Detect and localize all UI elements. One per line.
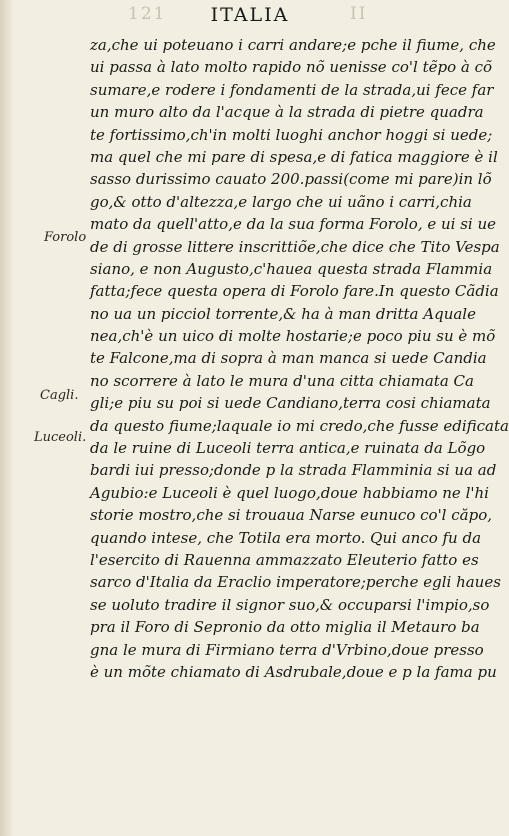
text-line: gna le mura di Firmiano terra d'Vrbino,doue presso xyxy=(90,640,484,659)
running-header xyxy=(0,4,500,26)
text-line: gli;e piu su poi si uede Candiano,terra cosi chiamata xyxy=(90,394,491,413)
text-line: sasso durissimo cauato 200.passi(come mi pare)in lõ xyxy=(90,170,492,189)
text-line: ma quel che mi pare di spesa,e di fatica maggiore è il xyxy=(90,147,498,166)
text-line: za,che ui poteuano i carri andare;e pche il fiume, che xyxy=(90,36,496,54)
text-line: è un mõte chiamato di Asdrubale,doue e p la fama pu xyxy=(90,662,497,681)
text-line: de di grosse littere inscrittiõe,che dice che Tito Vespa xyxy=(90,237,500,256)
text-line: fatta;fece questa opera di Forolo fare.In questo Cãdia xyxy=(90,282,499,301)
bleed-through-page-number: 121 xyxy=(128,4,167,24)
text-line: pra il Foro di Sepronio da otto miglia il Metauro ba xyxy=(90,618,480,637)
text-line: Agubio:e Luceoli è quel luogo,doue habbiamo ne l'hi xyxy=(90,483,489,502)
text-line: go,& otto d'altezza,e largo che ui uãno i carri,chia xyxy=(90,192,472,211)
text-line: mato da quell'atto,e da la sua forma Forolo, e ui si ue xyxy=(90,215,497,234)
text-line: te Falcone,ma di sopra à man manca si uede Candia xyxy=(90,349,487,368)
text-line: bardi iui presso;donde p la strada Flamminia si ua ad xyxy=(90,461,497,480)
text-line: un muro alto da l'acque à la strada di pietre quadra xyxy=(90,103,484,122)
bleed-through-mark: II xyxy=(350,4,368,24)
text-line: te fortissimo,ch'in molti luoghi anchor hoggi si uede; xyxy=(90,125,493,144)
text-line: da questo fiume;laquale io mi credo,che fusse edificata xyxy=(90,416,509,435)
text-line: se uoluto tradire il signor suo,& occuparsi l'impio,so xyxy=(90,595,490,614)
page-title: ITALIA xyxy=(210,4,290,26)
text-line: no ua un picciol torrente,& ha à man dritta Aquale xyxy=(90,304,476,323)
text-line: nea,ch'è un uico di molte hostarie;e poco piu su è mõ xyxy=(90,327,496,346)
text-line: sarco d'Italia da Eraclio imperatore;perche egli haues xyxy=(90,573,501,592)
text-line: quando intese, che Totila era morto. Qui anco fu da xyxy=(90,528,482,547)
text-line: siano, e non Augusto,c'hauea questa strada Flammia xyxy=(90,259,493,278)
page-edge-shadow xyxy=(0,0,14,836)
body-text xyxy=(90,34,509,683)
margin-note-forolo: Forolo xyxy=(44,230,87,245)
text-line: no scorrere à lato le mura d'una citta chiamata Ca xyxy=(90,371,474,390)
text-line: storie mostro,che si trouaua Narse eunuco co'l căpo, xyxy=(90,506,492,525)
text-line: sumare,e rodere i fondamenti de la strada,ui fece far xyxy=(90,80,494,99)
margin-note-luceoli: Luceoli. xyxy=(34,430,87,445)
margin-note-cagli: Cagli. xyxy=(40,388,79,403)
text-line: da le ruine di Luceoli terra antica,e ruinata da Lõgo xyxy=(90,439,486,458)
text-line: ui passa à lato molto rapido nõ uenisse co'l tẽpo à cõ xyxy=(90,58,493,77)
text-line: l'esercito di Rauenna ammazzato Eleuterio fatto es xyxy=(90,550,479,569)
